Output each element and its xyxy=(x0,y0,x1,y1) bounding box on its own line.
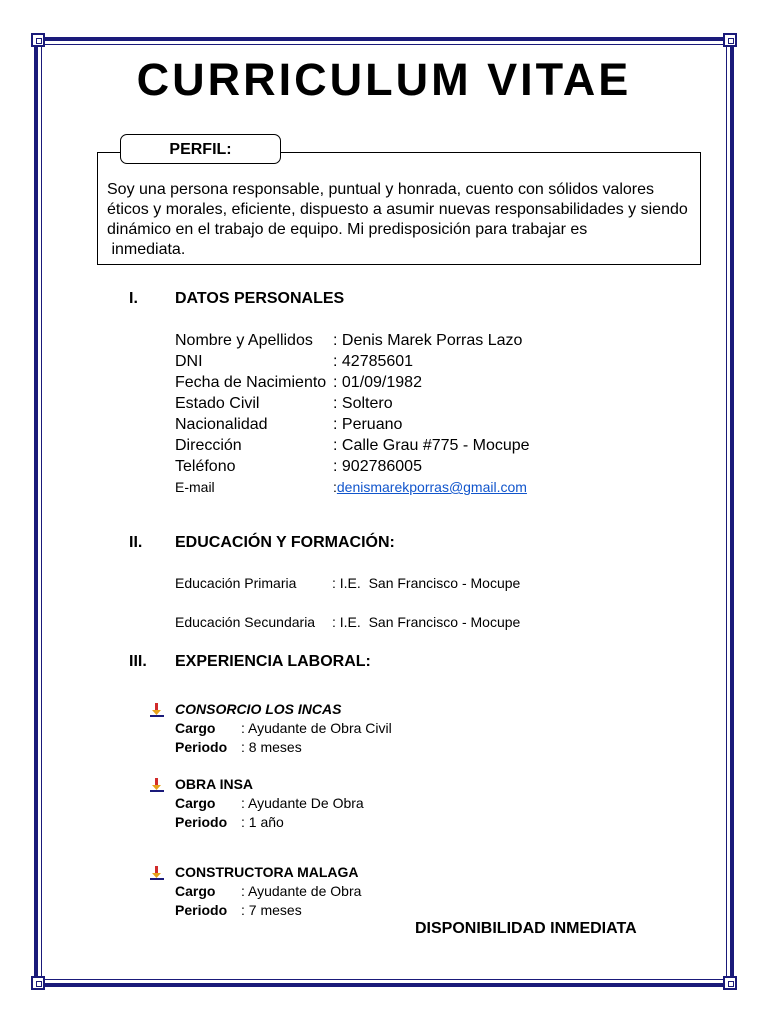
job-cargo-row xyxy=(175,882,361,901)
datos-row xyxy=(175,458,422,476)
datos-label: Dirección xyxy=(175,437,242,454)
job-cargo-row xyxy=(175,719,392,738)
job-periodo-row xyxy=(175,738,392,757)
job-cargo-label: Cargo xyxy=(175,795,216,811)
job-cargo: : Ayudante de Obra Civil xyxy=(241,720,392,736)
job-periodo: : 8 meses xyxy=(241,739,302,755)
datos-label: Estado Civil xyxy=(175,395,260,412)
job-periodo-label: Periodo xyxy=(175,739,228,755)
section-title-datos: DATOS PERSONALES xyxy=(175,290,345,307)
datos-value: : Denis Marek Porras Lazo xyxy=(333,332,523,349)
datos-label: DNI xyxy=(175,353,203,370)
arrow-down-bullet-icon xyxy=(150,778,164,792)
job-company: CONSORCIO LOS INCAS xyxy=(175,701,342,717)
datos-row xyxy=(175,395,393,413)
datos-row xyxy=(175,332,522,350)
perfil-label: PERFIL: xyxy=(120,134,281,164)
job-entry xyxy=(175,863,361,920)
job-company: OBRA INSA xyxy=(175,776,254,792)
job-periodo-label: Periodo xyxy=(175,902,228,918)
educacion-label: Educación Secundaria xyxy=(175,614,316,630)
job-cargo-label: Cargo xyxy=(175,883,216,899)
email-row xyxy=(175,479,527,495)
datos-row xyxy=(175,374,422,392)
educacion-label: Educación Primaria xyxy=(175,575,297,591)
perfil-line: éticos y morales, eficiente, dispuesto a asumir nuevas responsabilidades y siendo xyxy=(107,201,688,218)
job-periodo-row xyxy=(175,901,361,920)
job-periodo-label: Periodo xyxy=(175,814,228,830)
datos-value: : 902786005 xyxy=(333,458,422,475)
datos-row xyxy=(175,416,402,434)
datos-label: Fecha de Nacimiento xyxy=(175,374,327,391)
datos-label: Teléfono xyxy=(175,458,236,475)
datos-value: : Calle Grau #775 - Mocupe xyxy=(333,437,530,454)
job-cargo: : Ayudante de Obra xyxy=(241,883,362,899)
datos-value: : Peruano xyxy=(333,416,403,433)
disponibilidad-text: DISPONIBILIDAD INMEDIATA xyxy=(415,920,637,937)
document-title: CURRICULUM VITAE xyxy=(136,54,632,105)
perfil-text xyxy=(107,180,690,260)
datos-row xyxy=(175,353,413,371)
corner-ornament-icon xyxy=(723,33,737,47)
datos-row xyxy=(175,437,530,455)
perfil-line: inmediata. xyxy=(107,241,186,258)
job-company: CONSTRUCTORA MALAGA xyxy=(175,864,359,880)
datos-value: : Soltero xyxy=(333,395,393,412)
datos-value: : 42785601 xyxy=(333,353,414,370)
corner-ornament-icon xyxy=(723,976,737,990)
section-title-experiencia: EXPERIENCIA LABORAL: xyxy=(175,653,371,670)
job-entry xyxy=(175,700,392,757)
section-title-educacion: EDUCACIÓN Y FORMACIÓN: xyxy=(175,534,395,551)
job-periodo-row xyxy=(175,813,364,832)
job-periodo: : 1 año xyxy=(241,814,284,830)
datos-label: Nombre y Apellidos xyxy=(175,332,313,349)
educacion-row xyxy=(175,575,520,591)
job-periodo: : 7 meses xyxy=(241,902,302,918)
educacion-value: : I.E. San Francisco - Mocupe xyxy=(332,575,521,591)
section-number: III. xyxy=(129,653,147,670)
educacion-row xyxy=(175,614,520,630)
corner-ornament-icon xyxy=(31,33,45,47)
section-number: I. xyxy=(129,290,138,307)
job-cargo-row xyxy=(175,794,364,813)
email-label: E-mail xyxy=(175,479,215,495)
perfil-line: Soy una persona responsable, puntual y honrada, cuento con sólidos valores xyxy=(107,181,655,198)
perfil-line: dinámico en el trabajo de equipo. Mi predisposición para trabajar es xyxy=(107,221,588,238)
datos-value: : 01/09/1982 xyxy=(333,374,422,391)
job-cargo: : Ayudante De Obra xyxy=(241,795,364,811)
arrow-down-bullet-icon xyxy=(150,866,164,880)
section-number: II. xyxy=(129,534,143,551)
job-entry xyxy=(175,775,364,832)
arrow-down-bullet-icon xyxy=(150,703,164,717)
email-separator: : xyxy=(333,479,337,495)
job-cargo-label: Cargo xyxy=(175,720,216,736)
email-link[interactable]: denismarekporras@gmail.com xyxy=(336,479,527,495)
educacion-value: : I.E. San Francisco - Mocupe xyxy=(332,614,521,630)
datos-label: Nacionalidad xyxy=(175,416,268,433)
corner-ornament-icon xyxy=(31,976,45,990)
